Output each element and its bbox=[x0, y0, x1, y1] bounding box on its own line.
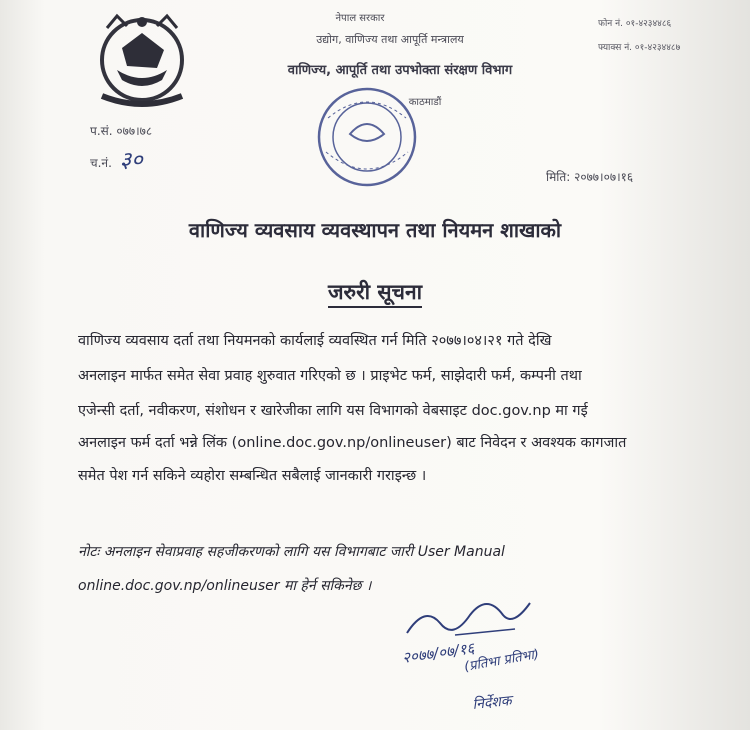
notice-body-line: अनलाइन फर्म दर्ता भन्ने लिंक (online.doc.gov.np/onlineuser) बाट निवेदन र अवश्यक कागजात bbox=[78, 435, 627, 451]
note-line: online.doc.gov.np/onlineuser मा हेर्न सकिनेछ । bbox=[78, 578, 372, 594]
reference-number: प.सं. ०७७।७८ bbox=[90, 124, 153, 138]
official-stamp-icon bbox=[312, 82, 422, 192]
header-ministry: उद्योग, वाणिज्य तथा आपूर्ति मन्त्रालय bbox=[316, 33, 464, 46]
contact-phone: फोन नं. ०१-४२३४४८६ bbox=[598, 19, 672, 29]
header-place: काठमाडौं bbox=[408, 97, 442, 108]
notice-title-text: जरुरी सूचना bbox=[328, 280, 422, 308]
dispatch-number-value: ३० bbox=[119, 148, 143, 173]
notice-title bbox=[0, 278, 750, 306]
signature-date: २०७७/०७/१६ bbox=[401, 639, 476, 667]
dispatch-number-label: च.नं. bbox=[90, 156, 112, 170]
contact-fax: फ्याक्स नं. ०१-४२३४४८७ bbox=[598, 43, 681, 53]
signatory-designation: निर्देशक bbox=[471, 692, 513, 713]
notice-body-line: एजेन्सी दर्ता, नवीकरण, संशोधन र खारेजीका लागि यस विभागको वेबसाइट doc.gov.np मा गई bbox=[78, 403, 588, 419]
notice-body-line: वाणिज्य व्यवसाय दर्ता तथा नियमनको कार्यलाई व्यवस्थित गर्न मिति २०७७।०४।२१ गते देखि bbox=[78, 333, 552, 349]
branch-heading: वाणिज्य व्यवसाय व्यवस्थापन तथा नियमन शाखाको bbox=[188, 218, 562, 242]
note-line: नोटः अनलाइन सेवाप्रवाह सहजीकरणको लागि यस विभागबाट जारी User Manual bbox=[78, 544, 505, 560]
notice-body-line: समेत पेश गर्न सकिने व्यहोरा सम्बन्धित सबैलाई जानकारी गराइन्छ । bbox=[78, 468, 427, 484]
signatory-name: (प्रतिभा प्रतिभा) bbox=[463, 647, 541, 675]
notice-body-line: अनलाइन मार्फत समेत सेवा प्रवाह शुरुवात गरिएको छ । प्राइभेट फर्म, साझेदारी फर्म, कम्पनी तथा bbox=[78, 368, 582, 384]
header-department: वाणिज्य, आपूर्ति तथा उपभोक्ता संरक्षण विभाग bbox=[287, 63, 513, 78]
government-emblem-icon bbox=[82, 8, 202, 118]
signature-icon bbox=[395, 585, 585, 725]
issue-date: मिति: २०७७।०७।१६ bbox=[546, 170, 634, 184]
dispatch-number bbox=[90, 144, 143, 174]
header-government-line: नेपाल सरकार bbox=[335, 13, 385, 24]
